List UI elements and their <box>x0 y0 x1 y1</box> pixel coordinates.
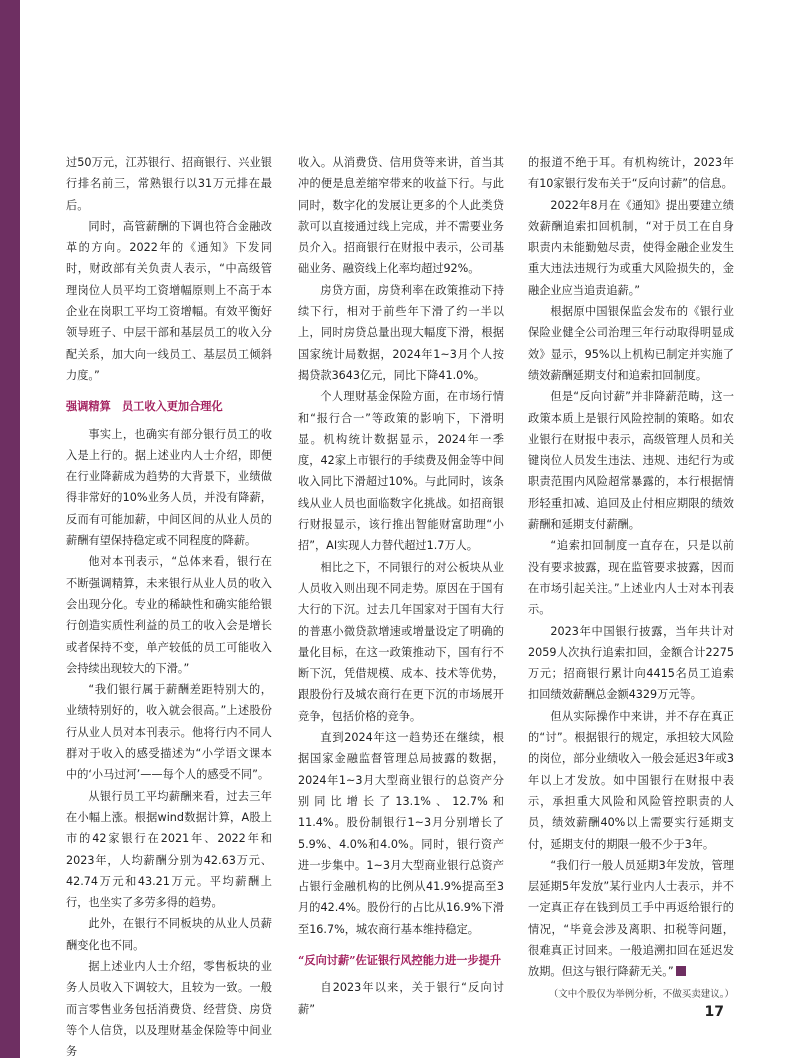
paragraph-text: 房贷方面，房贷利率在政策推动下持续下行，相对于前些年下滑了约一半以上，同时房贷总量出现大幅度下滑，根据国家统计局数据，2024年1~3月个人按揭贷款3643亿元，同比下降41.0%。 <box>298 283 504 382</box>
paragraph-text: 相比之下，不同银行的对公板块从业人员收入则出现不同走势。原因在于国有大行的下沉。过去几年国家对于国有大行的普惠小微贷款增速或增量设定了明确的量化目标，在这一政策推动下，国有行不断下沉，凭借规模、成本、技术等优势，跟股份行及城农商行在更下沉的市场展开竞争，包括价格的竞争。 <box>298 560 504 723</box>
paragraph <box>66 913 272 956</box>
paragraph-text: “我们行一般人员延期3年发放，管理层延期5年发放”某行业内人士表示，并不一定真正存在钱到员工手中再返给银行的情况，“毕竟会涉及离职、扣税等问题，很难真正讨回来。一般追溯扣回在延迟发放期。但这与银行降薪无关。” <box>528 858 734 979</box>
paragraph <box>528 621 734 706</box>
heading-text: “反向讨薪”佐证银行风控能力进一步提升 <box>298 952 502 967</box>
paragraph <box>528 855 734 983</box>
paragraph <box>66 152 272 216</box>
sidebar-color-bar <box>0 0 20 1058</box>
paragraph <box>66 216 272 386</box>
paragraph <box>66 786 272 914</box>
paragraph-text: 直到2024年这一趋势还在继续，根据国家金融监督管理总局披露的数据，2024年1~3月大型商业银行的总资产分别同比增长了13.1%、12.7%和11.4%。股份制银行1~3月分别增长了5.9%、4.0%和4.0%。同时，银行资产进一步集中。1~3月大型商业银行总资产占银行金融机构的比例从41.9%提高至3月的42.4%。股份行的占比从16.9%下滑至16.7%，城农商行基本维持稳定。 <box>298 731 504 936</box>
paragraph-text: 根据原中国银保监会发布的《银行业保险业健全公司治理三年行动取得明显成效》显示，95%以上机构已制定并实施了绩效薪酬延期支付和追索扣回制度。 <box>528 305 734 382</box>
paragraph <box>298 280 504 386</box>
paragraph-text: 但从实际操作中来讲，并不存在真正的“讨”。根据银行的规定，承担较大风险的岗位，部分业绩收入一般会延迟3年或3年以上才发放。如中国银行在财报中表示，承担重大风险和风险管控职责的人员，绩效薪酬40%以上需要实行延期支付，延期支付的期限一般不少于3年。 <box>528 709 734 851</box>
paragraph-text: 的报道不绝于耳。有机构统计，2023年有10家银行发布关于“反向讨薪”的信息。 <box>528 156 734 191</box>
paragraph <box>298 557 504 727</box>
article-body <box>66 152 736 1059</box>
paragraph <box>66 551 272 679</box>
paragraph-text: “我们银行属于薪酬差距特别大的，业绩特别好的，收入就会很高。”上述股份行从业人员对本刊表示。他将行内不同人群对于收入的感受描述为“小学语文课本中的‘小马过河’——每个人的感受不同”。 <box>66 683 272 782</box>
paragraph-text: 此外，在银行不同板块的从业人员薪酬变化也不同。 <box>66 917 272 952</box>
paragraph <box>298 727 504 940</box>
paragraph-text: 个人理财基金保险方面，在市场行情和“报行合一”等政策的影响下，下滑明显。机构统计数据显示，2024年一季度，42家上市银行的手续费及佣金等中间收入同比下滑超过10%。与此同时，该条线从业人员也面临数字化挑战。如招商银行财报显示，该行推出智能财富助理“小招”，AI实现人力替代超过1.7万人。 <box>298 390 504 553</box>
paragraph-text: 他对本刊表示，“总体来看，银行在不断强调精算，未来银行从业人员的收入会出现分化。专业的稀缺性和确实能给银行创造实质性利益的员工的收入会是增长或者保持不变，单产较低的员工可能收入会持续出现较大的下滑。” <box>66 555 272 675</box>
paragraph <box>66 679 272 785</box>
paragraph <box>528 706 734 855</box>
paragraph-text: 自2023年以来，关于银行“反向讨薪” <box>298 981 504 1016</box>
paragraph-text: 事实上，也确实有部分银行员工的收入是上行的。据上述业内人士介绍，即便在行业降薪成为趋势的大背景下，业绩做得非常好的10%业务人员，并没有降薪，反而有可能加薪，中间区间的从业人员的薪酬有望保持稳定或不同程度的降薪。 <box>66 427 272 548</box>
paragraph <box>298 386 504 556</box>
column-1 <box>66 152 272 1059</box>
page-number: 17 <box>704 1004 724 1020</box>
paragraph-text: 2023年中国银行披露，当年共计对2059人次执行追索扣回，金额合计2275万元；招商银行累计向4415名员工追索扣回绩效薪酬总金额4329万元等。 <box>528 624 734 702</box>
paragraph-text: 2022年8月在《通知》提出要建立绩效薪酬追索扣回机制，“对于员工在自身职责内未能勤勉尽责，使得金融企业发生重大违法违规行为或重大风险损失的，金融企业应当追责追薪。” <box>528 198 734 297</box>
paragraph <box>66 424 272 552</box>
paragraph <box>298 152 504 280</box>
paragraph <box>528 386 734 535</box>
paragraph <box>298 977 504 1020</box>
paragraph-text: 据上述业内人士介绍，零售板块的业务人员收入下调较大，且较为一致。一般而言零售业务包括消费贷、经营贷、房贷等个人信贷，以及理财基金保险等中间业务 <box>66 959 272 1059</box>
heading-text: 强调精算 员工收入更加合理化 <box>66 399 223 414</box>
paragraph-text: “追索扣回制度一直存在，只是以前没有要求披露，现在监管要求披露，因而在市场引起关注。”上述业内人士对本刊表示。 <box>528 539 734 617</box>
paragraph <box>528 301 734 386</box>
paragraph <box>528 535 734 620</box>
end-mark-icon <box>676 966 686 976</box>
paragraph-text: 但是“反向讨薪”并非降薪范畴，这一政策本质上是银行风险控制的策略。如农业银行在财报中表示，高级管理人员和关键岗位人员发生违法、违规、违纪行为或职责范围内风险超常暴露的，本行根据情形轻重扣减、追回及止付相应期限的绩效薪酬和延期支付薪酬。 <box>528 390 734 532</box>
paragraph-text: 收入。从消费贷、信用贷等来讲，首当其冲的便是息差缩窄带来的收益下行。与此同时，数字化的发展让更多的个人此类贷款可以直接通过线上完成，并不需要业务员介入。招商银行在财报中表示，公司基础业务、融资线上化率均超过92%。 <box>298 156 504 276</box>
disclaimer: （文中个股仅为举例分析，不做买卖建议。） <box>548 988 734 1000</box>
paragraph-text: 从银行员工平均薪酬来看，过去三年在小幅上涨。根据wind数据计算，A股上市的42家银行在2021年、2022年和2023年，人均薪酬分别为42.63万元、42.74万元和43.21万元。平均薪酬上行，也坐实了多劳多得的趋势。 <box>66 789 272 910</box>
paragraph <box>528 152 734 195</box>
column-2 <box>298 152 504 1016</box>
column-3 <box>528 152 734 1000</box>
section-heading <box>298 950 504 971</box>
paragraph-text: 同时，高管薪酬的下调也符合金融改革的方向。2022年的《通知》下发同时，财政部有关负责人表示，“中高级管理岗位人员平均工资增幅原则上不高于本企业在岗职工平均工资增幅。有效平衡好领导班子、中层干部和基层员工的收入分配关系，加大向一线员工、基层员工倾斜力度。” <box>66 219 272 382</box>
paragraph <box>528 195 734 301</box>
paragraph-text: 过50万元，江苏银行、招商银行、兴业银行排名前三，常熟银行以31万元排在最后。 <box>66 156 272 212</box>
paragraph <box>66 956 272 1062</box>
section-heading <box>66 396 272 417</box>
